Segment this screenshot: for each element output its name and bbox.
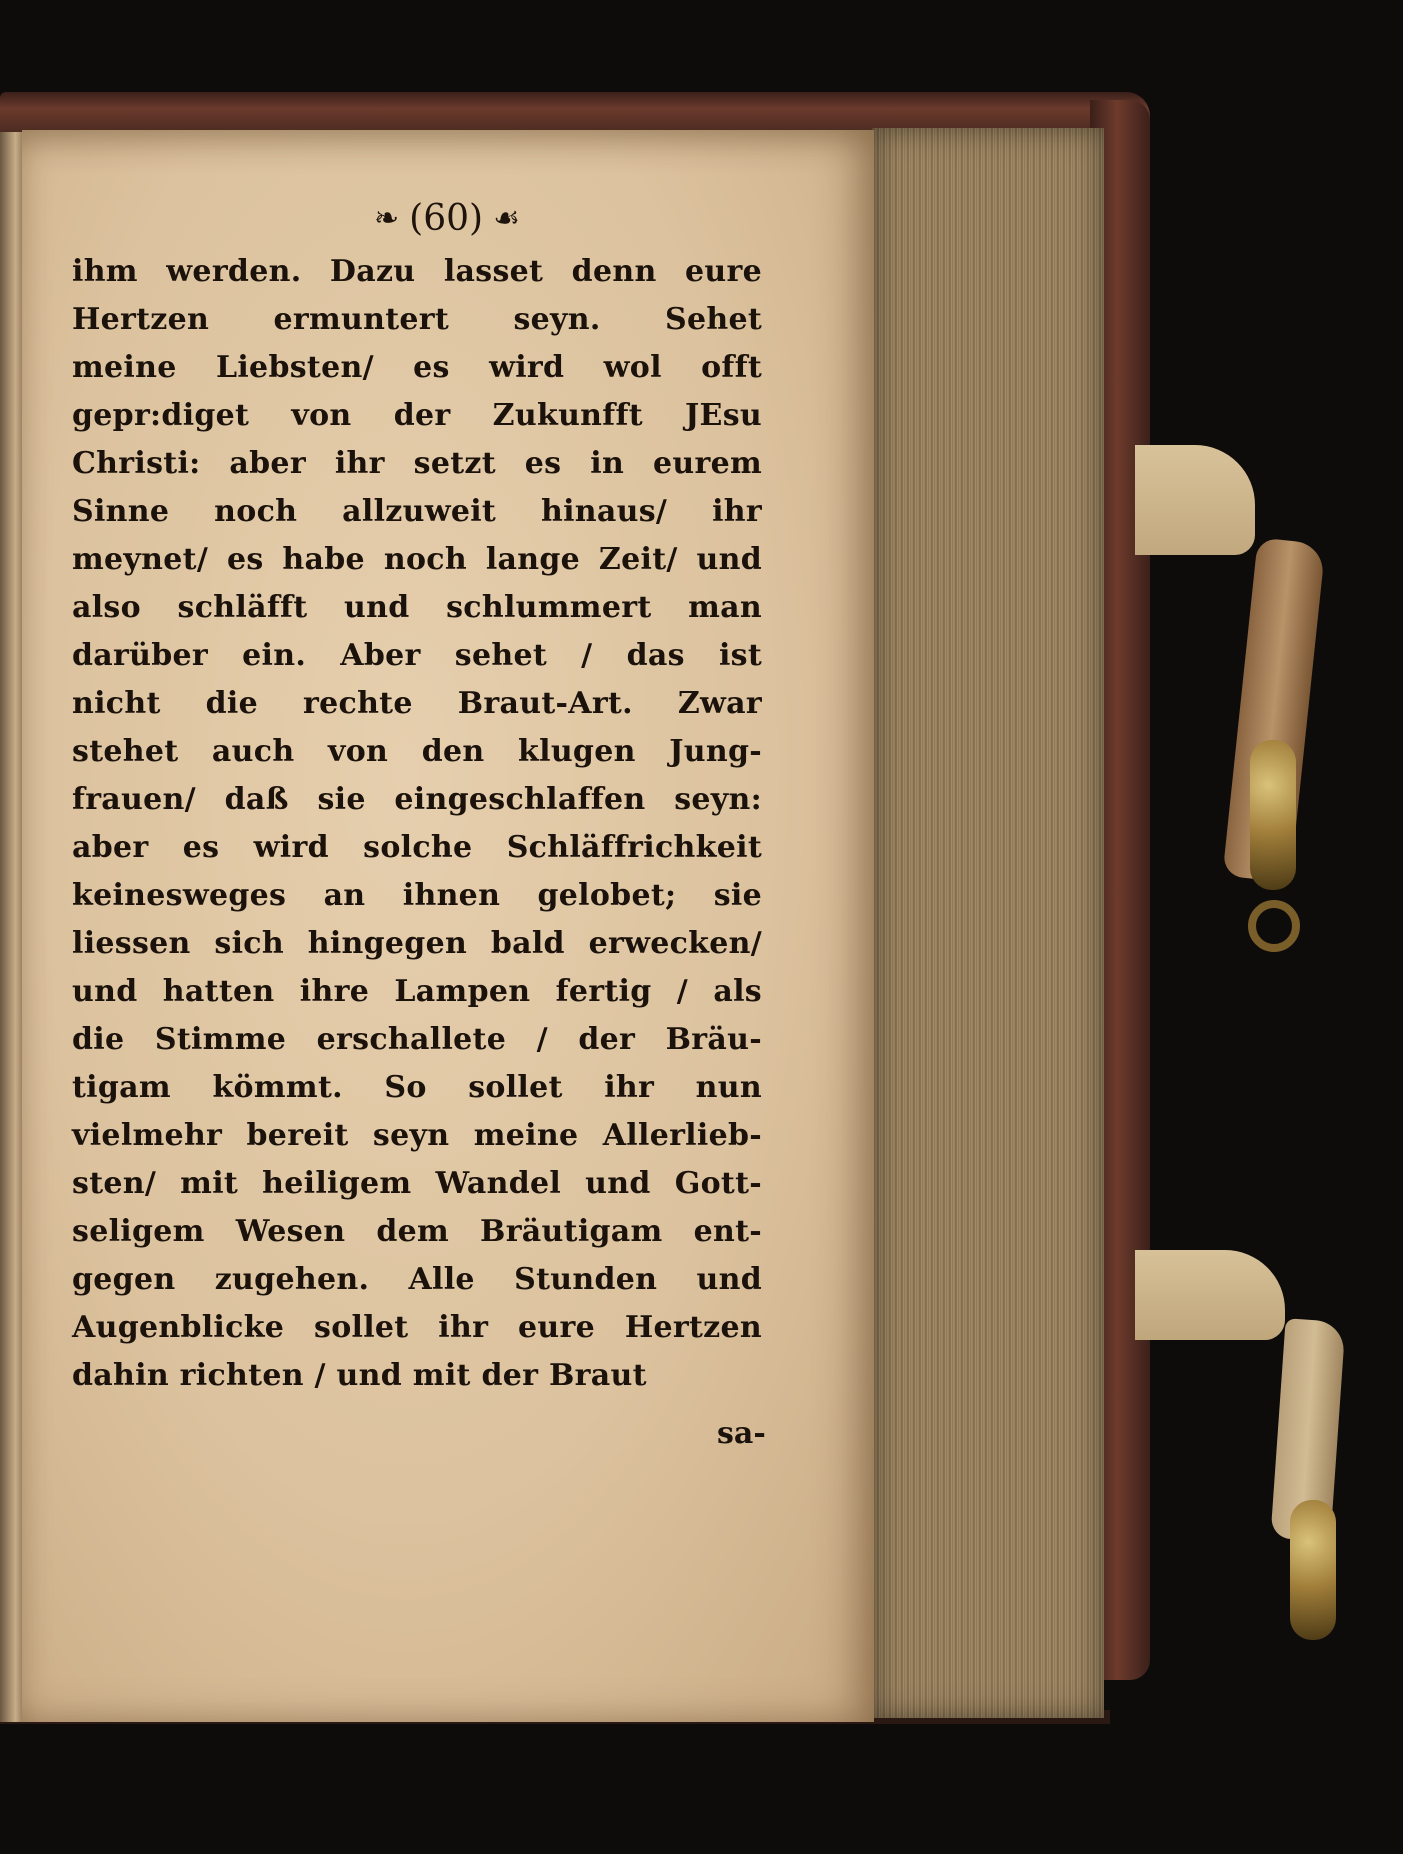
book-page [22,130,874,1722]
text-line: gepr:diget von der Zukunfft JEsu [72,398,762,433]
ornament-right-icon: ☙ [493,200,520,236]
text-line: vielmehr bereit seyn meine Allerlieb- [72,1118,762,1153]
text-line: Christi: aber ihr setzt es in eurem [72,446,762,481]
body-text [72,248,762,1400]
text-line: meine Liebsten/ es wird wol offt [72,350,762,385]
clasp-strap-top [1135,445,1255,555]
text-line: gegen zugehen. Alle Stunden und [72,1262,762,1297]
text-line: keinesweges an ihnen gelobet; sie [72,878,762,913]
text-line: darüber ein. Aber sehet / das ist [72,638,762,673]
text-line: ihm werden. Dazu lasset denn eure [72,254,762,289]
clasp-strap-bottom [1135,1250,1285,1340]
catchword: sa- [717,1416,766,1451]
text-line: Hertzen ermuntert seyn. Sehet [72,302,762,337]
clasp-ring [1248,900,1300,952]
text-line: tigam kömmt. So sollet ihr nun [72,1070,762,1105]
text-line: aber es wird solche Schläffrichkeit [72,830,762,865]
text-line: sten/ mit heiligem Wandel und Gott- [72,1166,762,1201]
text-line: liessen sich hingegen bald erwecken/ [72,926,762,961]
text-line: die Stimme erschallete / der Bräu- [72,1022,762,1057]
text-line: frauen/ daß sie eingeschlaffen seyn: [72,782,762,817]
text-line: Sinne noch allzuweit hinaus/ ihr [72,494,762,529]
ornament-left-icon: ❧ [374,200,400,236]
clasp-bottom-metal [1290,1500,1336,1640]
text-line: Augenblicke sollet ihr eure Hertzen [72,1310,762,1345]
text-line: seligem Wesen dem Bräutigam ent- [72,1214,762,1249]
clasp-top-metal [1250,740,1296,890]
text-line: dahin richten / und mit der Braut [72,1358,647,1393]
page-header [312,188,582,248]
text-line: und hatten ihre Lampen fertig / als [72,974,762,1009]
text-line: stehet auch von den klugen Jung- [72,734,762,769]
page-number: (60) [409,197,484,239]
page-block-edges [872,128,1104,1718]
text-line: meynet/ es habe noch lange Zeit/ und [72,542,762,577]
text-line: also schläfft und schlummert man [72,590,762,625]
text-line: nicht die rechte Braut-Art. Zwar [72,686,762,721]
facing-page-edge [0,132,22,1722]
